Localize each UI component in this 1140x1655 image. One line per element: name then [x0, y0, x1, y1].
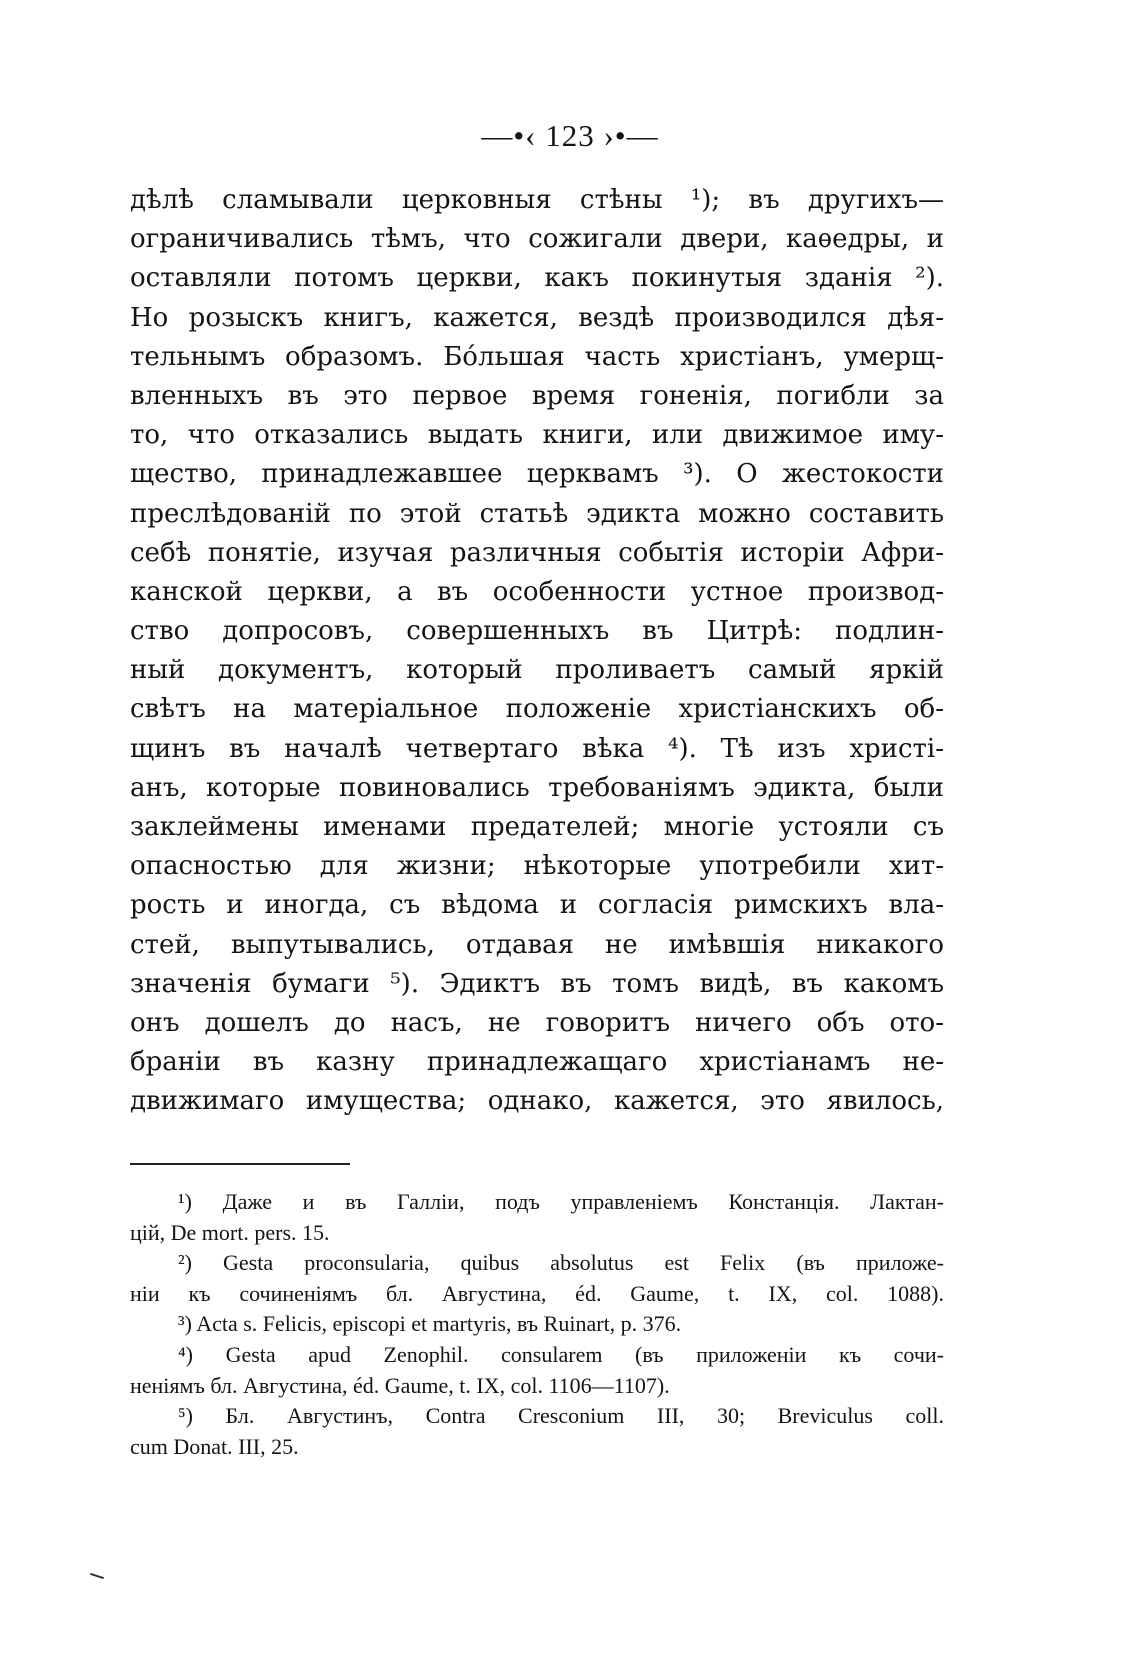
footnote-line: ⁵) Бл. Августинъ, Contra Cresconium III, 30; Breviculus coll. — [178, 1403, 944, 1429]
body-text — [130, 181, 944, 1122]
body-line: ный документъ, который проливаетъ самый яркій — [130, 655, 944, 686]
body-line: ограничивались тѣмъ, что сожигали двери, каѳедры, и — [130, 224, 944, 255]
body-line: свѣтъ на матеріальное положеніе христіанскихъ об- — [130, 694, 944, 725]
body-line: браніи въ казну принадлежащаго христіанамъ не- — [130, 1047, 944, 1078]
footnote-line: ³) Acta s. Felicis, episcopi et martyris, въ Ruinart, p. 376. — [178, 1311, 682, 1337]
body-line: тельнымъ образомъ. Бóльшая часть христіанъ, умерщ- — [130, 341, 944, 372]
body-line: стей, выпутывались, отдавая не имѣвшія никакого — [130, 929, 944, 960]
page-number-header — [0, 118, 1140, 154]
body-line: щество, принадлежавшее церквамъ ³). О жестокости — [130, 459, 944, 490]
footnote-separator-rule — [130, 1163, 350, 1165]
body-line: рость и иногда, съ вѣдома и согласія римскихъ вла- — [130, 890, 944, 921]
footnote-line: cum Donat. III, 25. — [130, 1433, 299, 1459]
footnote-line: ніи къ сочиненіямъ бл. Августина, éd. Gaume, t. IX, col. 1088). — [130, 1280, 944, 1306]
footnote-line: ¹) Даже и въ Галліи, подъ управленіемъ Констанція. Лактан- — [178, 1189, 944, 1214]
footnote-line: ²) Gesta proconsularia, quibus absolutus est Felix (въ приложе- — [178, 1250, 944, 1276]
footnote-line: неніямъ бл. Августина, éd. Gaume, t. IX, col. 1106—1107). — [130, 1372, 670, 1398]
body-line: оставляли потомъ церкви, какъ покинутыя зданія ²). — [130, 263, 944, 294]
body-line: то, что отказались выдать книги, или движимое иму- — [130, 420, 944, 451]
body-line: заклеймены именами предателей; многіе устояли съ — [130, 812, 944, 842]
body-line: себѣ понятіе, изучая различныя событія исторіи Афри- — [130, 537, 944, 568]
body-line: преслѣдованій по этой статьѣ эдикта можно составить — [130, 498, 944, 529]
body-line: онъ дошелъ до насъ, не говоритъ ничего объ ото- — [130, 1007, 944, 1038]
body-line: вленныхъ въ это первое время гоненія, погибли за — [130, 380, 944, 411]
margin-scan-mark — [90, 1573, 104, 1579]
body-line: щинъ въ началѣ четвертаго вѣка ⁴). Тѣ изъ христі- — [130, 733, 944, 764]
body-line: опасностью для жизни; нѣкоторые употребили хит- — [130, 851, 944, 882]
body-line: ство допросовъ, совершенныхъ въ Цитрѣ: подлин- — [130, 616, 944, 647]
footnote-line: цій, De mort. pers. 15. — [130, 1219, 330, 1245]
body-line: анъ, которые повиновались требованіямъ эдикта, были — [130, 772, 944, 803]
page-number: —•‹ 123 ›•— — [481, 118, 659, 153]
footnote-line: ⁴) Gesta apud Zenophil. consularem (въ приложеніи къ сочи- — [178, 1341, 944, 1367]
body-line: Но розыскъ книгъ, кажется, вездѣ производился дѣя- — [130, 302, 944, 333]
body-line: значенія бумаги ⁵). Эдиктъ въ томъ видѣ, въ какомъ — [130, 968, 944, 999]
body-line: движимаго имущества; однако, кажется, это явилось, — [130, 1086, 944, 1117]
body-line: дѣлѣ сламывали церковныя стѣны ¹); въ другихъ— — [130, 185, 944, 215]
footnotes — [130, 1187, 944, 1462]
body-line: канской церкви, а въ особенности устное производ- — [130, 576, 944, 607]
